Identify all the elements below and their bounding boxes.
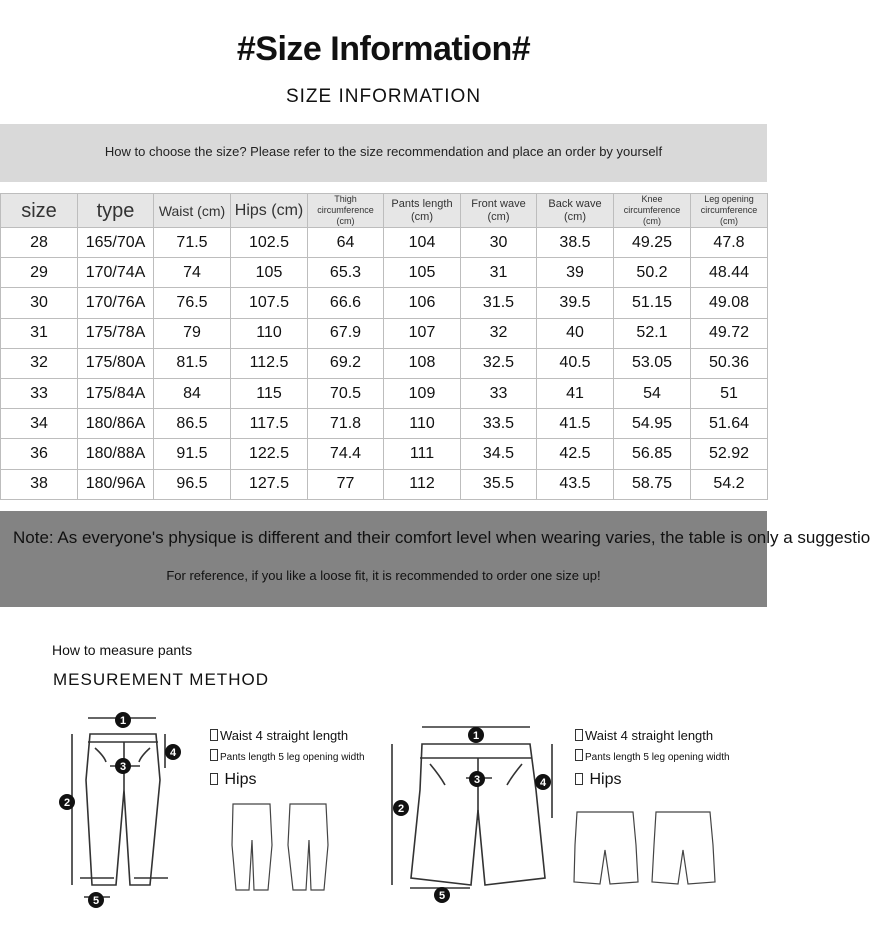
table-cell: 32 xyxy=(461,318,537,348)
page-title: #Size Information# xyxy=(236,30,531,68)
table-cell: 56.85 xyxy=(614,439,691,469)
table-cell: 112 xyxy=(384,469,461,499)
table-cell: 32 xyxy=(1,348,78,378)
note-banner xyxy=(0,511,870,607)
legend-line1-b: Waist 4 straight length xyxy=(585,728,714,743)
table-cell: 49.25 xyxy=(614,228,691,258)
table-cell: 110 xyxy=(231,318,308,348)
table-cell: 105 xyxy=(231,258,308,288)
page-subtitle: SIZE INFORMATION xyxy=(285,86,482,107)
table-cell: 40 xyxy=(537,318,614,348)
table-cell: 43.5 xyxy=(537,469,614,499)
table-cell: 65.3 xyxy=(308,258,384,288)
table-cell: 180/96A xyxy=(78,469,154,499)
table-cell: 104 xyxy=(384,228,461,258)
table-cell: 180/88A xyxy=(78,439,154,469)
table-row xyxy=(1,228,768,258)
table-cell: 33 xyxy=(461,378,537,408)
table-cell: 53.05 xyxy=(614,348,691,378)
header-size: size xyxy=(1,194,78,228)
table-cell: 111 xyxy=(384,439,461,469)
table-cell: 86.5 xyxy=(154,409,231,439)
header-type: type xyxy=(78,194,154,228)
table-cell: 34.5 xyxy=(461,439,537,469)
table-cell: 54 xyxy=(614,378,691,408)
svg-text:3: 3 xyxy=(473,774,481,786)
table-cell: 76.5 xyxy=(154,288,231,318)
legend-line2-b: Pants length 5 leg opening width xyxy=(585,752,730,763)
table-cell: 32.5 xyxy=(461,348,537,378)
table-cell: 106 xyxy=(384,288,461,318)
table-cell: 31 xyxy=(1,318,78,348)
svg-text:5: 5 xyxy=(438,890,446,902)
header-leg-opening: Leg opening circumference (cm) xyxy=(691,194,768,228)
table-cell: 31 xyxy=(461,258,537,288)
table-row xyxy=(1,258,768,288)
svg-text:3: 3 xyxy=(119,761,127,773)
table-cell: 71.5 xyxy=(154,228,231,258)
marker-5 xyxy=(434,887,450,903)
table-cell: 29 xyxy=(1,258,78,288)
table-cell: 81.5 xyxy=(154,348,231,378)
table-cell: 54.2 xyxy=(691,469,768,499)
table-cell: 175/84A xyxy=(78,378,154,408)
table-cell: 175/80A xyxy=(78,348,154,378)
header-waist: Waist (cm) xyxy=(154,194,231,228)
svg-text:4: 4 xyxy=(539,777,547,789)
marker-3 xyxy=(469,771,485,787)
marker-1 xyxy=(115,712,131,728)
table-cell: 36 xyxy=(1,439,78,469)
table-cell: 70.5 xyxy=(308,378,384,408)
legend-line1: Waist 4 straight length xyxy=(220,728,349,743)
table-cell: 84 xyxy=(154,378,231,408)
table-cell: 107.5 xyxy=(231,288,308,318)
table-cell: 170/76A xyxy=(78,288,154,318)
svg-text:1: 1 xyxy=(472,730,480,742)
reference-text: For reference, if you like a loose fit, it is recommended to order one size up! xyxy=(166,568,601,583)
table-cell: 33 xyxy=(1,378,78,408)
marker-1 xyxy=(468,727,484,743)
table-cell: 34 xyxy=(1,409,78,439)
table-cell: 50.2 xyxy=(614,258,691,288)
legend-line3: Hips xyxy=(224,771,257,788)
table-cell: 41 xyxy=(537,378,614,408)
marker-5 xyxy=(88,892,104,908)
header-hips: Hips (cm) xyxy=(231,194,308,228)
table-cell: 127.5 xyxy=(231,469,308,499)
header-thigh: Thigh circumference (cm) xyxy=(308,194,384,228)
table-cell: 41.5 xyxy=(537,409,614,439)
small-pants-illustration xyxy=(232,804,328,890)
table-cell: 51.64 xyxy=(691,409,768,439)
table-cell: 38 xyxy=(1,469,78,499)
table-row xyxy=(1,318,768,348)
table-cell: 38.5 xyxy=(537,228,614,258)
table-cell: 49.72 xyxy=(691,318,768,348)
table-row xyxy=(1,409,768,439)
measure-title: How to measure pants xyxy=(52,642,193,658)
marker-2 xyxy=(59,794,75,810)
table-cell: 165/70A xyxy=(78,228,154,258)
table-cell: 31.5 xyxy=(461,288,537,318)
table-cell: 64 xyxy=(308,228,384,258)
header-knee: Knee circumference (cm) xyxy=(614,194,691,228)
table-cell: 39 xyxy=(537,258,614,288)
marker-4 xyxy=(535,774,551,790)
table-cell: 66.6 xyxy=(308,288,384,318)
note-text: Note: As everyone's physique is different and their comfort level when wearing varies, the table is only a suggestio xyxy=(13,528,870,547)
table-cell: 50.36 xyxy=(691,348,768,378)
legend-line2: Pants length 5 leg opening width xyxy=(220,752,365,763)
table-cell: 69.2 xyxy=(308,348,384,378)
table-cell: 58.75 xyxy=(614,469,691,499)
table-cell: 115 xyxy=(231,378,308,408)
long-pants-illustration xyxy=(72,718,168,897)
svg-text:4: 4 xyxy=(169,747,177,759)
table-cell: 71.8 xyxy=(308,409,384,439)
measure-method: MESUREMENT METHOD xyxy=(53,670,269,689)
table-cell: 33.5 xyxy=(461,409,537,439)
table-cell: 28 xyxy=(1,228,78,258)
table-cell: 112.5 xyxy=(231,348,308,378)
header-back-wave: Back wave (cm) xyxy=(537,194,614,228)
table-cell: 52.92 xyxy=(691,439,768,469)
size-table xyxy=(0,193,768,500)
table-row xyxy=(1,378,768,408)
guide-text: How to choose the size? Please refer to the size recommendation and place an order by yourself xyxy=(104,144,663,159)
table-cell: 35.5 xyxy=(461,469,537,499)
table-cell: 110 xyxy=(384,409,461,439)
measurement-diagrams xyxy=(0,620,767,920)
table-cell: 30 xyxy=(461,228,537,258)
shorts-illustration xyxy=(392,727,552,888)
marker-3 xyxy=(115,758,131,774)
table-cell: 30 xyxy=(1,288,78,318)
table-cell: 180/86A xyxy=(78,409,154,439)
table-header-row xyxy=(1,194,768,228)
table-cell: 175/78A xyxy=(78,318,154,348)
table-cell: 79 xyxy=(154,318,231,348)
guide-banner xyxy=(0,124,767,182)
table-cell: 105 xyxy=(384,258,461,288)
table-cell: 42.5 xyxy=(537,439,614,469)
table-cell: 117.5 xyxy=(231,409,308,439)
table-cell: 122.5 xyxy=(231,439,308,469)
svg-text:1: 1 xyxy=(119,715,127,727)
table-cell: 51.15 xyxy=(614,288,691,318)
table-body xyxy=(1,228,768,500)
table-cell: 51 xyxy=(691,378,768,408)
table-row xyxy=(1,439,768,469)
table-row xyxy=(1,469,768,499)
table-cell: 40.5 xyxy=(537,348,614,378)
table-cell: 48.44 xyxy=(691,258,768,288)
header-pants-length: Pants length (cm) xyxy=(384,194,461,228)
marker-2 xyxy=(393,800,409,816)
svg-text:2: 2 xyxy=(63,797,71,809)
table-cell: 77 xyxy=(308,469,384,499)
table-cell: 170/74A xyxy=(78,258,154,288)
legend-line3-b: Hips xyxy=(589,771,622,788)
header-front-wave: Front wave (cm) xyxy=(461,194,537,228)
table-cell: 102.5 xyxy=(231,228,308,258)
table-cell: 39.5 xyxy=(537,288,614,318)
table-cell: 109 xyxy=(384,378,461,408)
table-cell: 74.4 xyxy=(308,439,384,469)
table-row xyxy=(1,288,768,318)
table-cell: 67.9 xyxy=(308,318,384,348)
table-row xyxy=(1,348,768,378)
table-cell: 54.95 xyxy=(614,409,691,439)
small-shorts-illustration xyxy=(574,812,715,884)
marker-4 xyxy=(165,744,181,760)
svg-text:5: 5 xyxy=(92,895,100,907)
table-cell: 91.5 xyxy=(154,439,231,469)
table-cell: 74 xyxy=(154,258,231,288)
table-cell: 49.08 xyxy=(691,288,768,318)
table-cell: 107 xyxy=(384,318,461,348)
table-cell: 108 xyxy=(384,348,461,378)
table-cell: 96.5 xyxy=(154,469,231,499)
table-cell: 47.8 xyxy=(691,228,768,258)
table-cell: 52.1 xyxy=(614,318,691,348)
svg-text:2: 2 xyxy=(397,803,405,815)
